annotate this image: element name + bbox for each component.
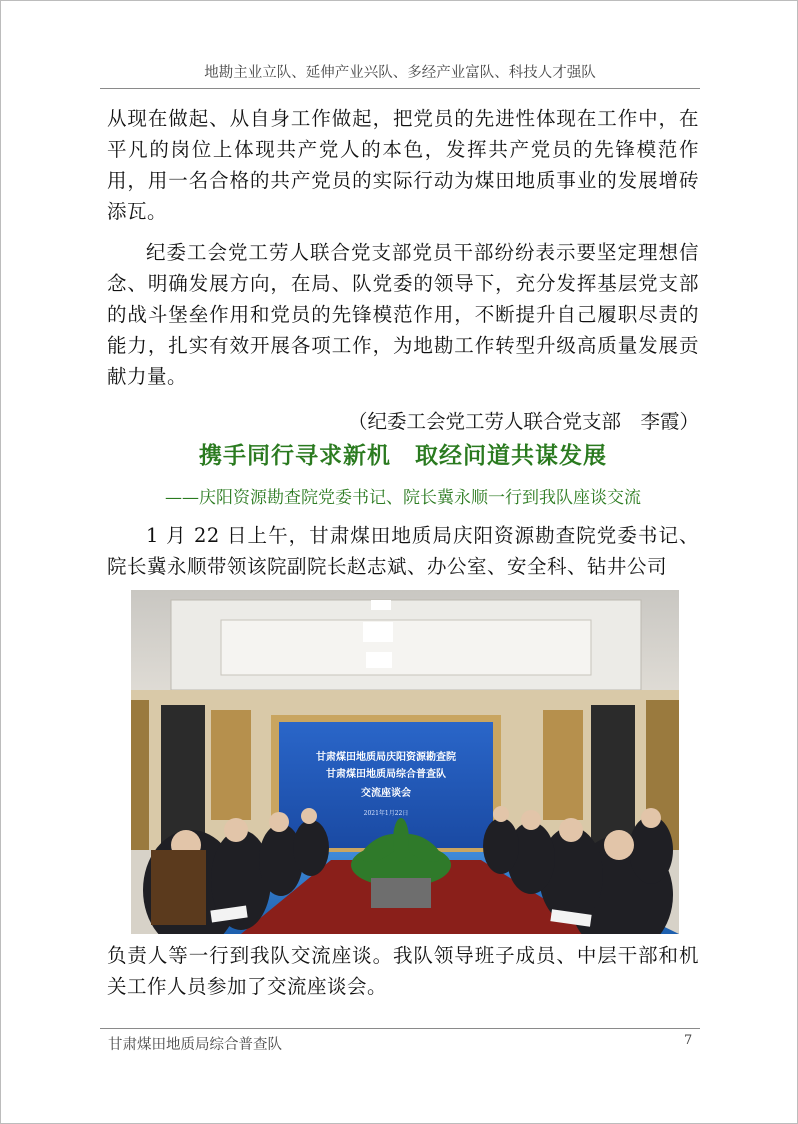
- screen-line-3: 交流座谈会: [361, 788, 411, 799]
- screen-line-2: 甘肃煤田地质局综合普查队: [326, 769, 446, 780]
- screen-line-1: 甘肃煤田地质局庆阳资源勘查院: [316, 752, 456, 763]
- footer-org: 甘肃煤田地质局综合普查队: [108, 1037, 282, 1053]
- page-header: 地勘主业立队、延伸产业兴队、多经产业富队、科技人才强队: [100, 58, 700, 89]
- paragraph-1: 从现在做起、从自身工作做起，把党员的先进性体现在工作中，在平凡的岗位上体现共产党人的本色，发挥共产党员的先锋模范作用，用一名合格的共产党员的实际行动为煤田地质事业的发展增砖添瓦。: [107, 107, 699, 223]
- meeting-photo: [131, 590, 679, 934]
- paragraph-4: 负责人等一行到我队交流座谈。我队领导班子成员、中层干部和机关工作人员参加了交流座谈会。: [107, 944, 699, 998]
- page-number: 7: [684, 1033, 693, 1048]
- paragraph-3: 1 月 22 日上午，甘肃煤田地质局庆阳资源勘查院党委书记、院长冀永顺带领该院副院长赵志斌、办公室、安全科、钻井公司: [107, 524, 699, 578]
- article-headline: 携手同行寻求新机 取经问道共谋发展: [199, 442, 607, 469]
- article-subhead: ——庆阳资源勘查院党委书记、院长冀永顺一行到我队座谈交流: [165, 488, 641, 508]
- footer-rule: [100, 1028, 700, 1029]
- paragraph-2: 纪委工会党工劳人联合党支部党员干部纷纷表示要坚定理想信念、明确发展方向，在局、队党委的领导下，充分发挥基层党支部的战斗堡垒作用和党员的先锋模范作用，不断提升自己履职尽责的能力，扎实有效开展各项工作，为地勘工作转型升级高质量发展贡献力量。: [107, 241, 699, 388]
- author-signoff: （纪委工会党工劳人联合党支部 李霞）: [347, 410, 699, 433]
- screen-date: 2021年1月22日: [363, 810, 409, 817]
